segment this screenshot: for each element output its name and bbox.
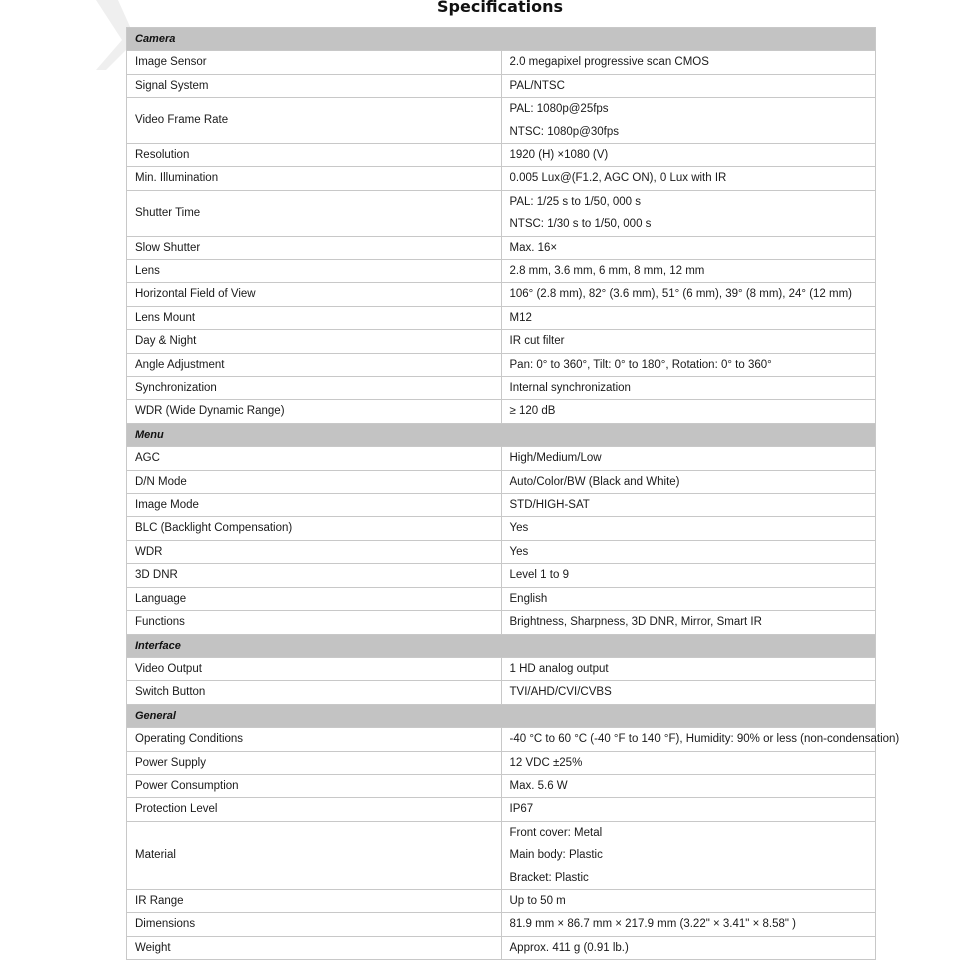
table-row [127,540,876,563]
spec-label: Material [127,821,502,889]
spec-value-line: PAL: 1080p@25fps [509,103,609,116]
table-row [127,236,876,259]
table-row [127,728,876,751]
spec-value [501,190,876,236]
spec-label: Weight [127,936,502,959]
spec-value: High/Medium/Low [501,447,876,470]
spec-label: Signal System [127,74,502,97]
spec-value: Yes [501,517,876,540]
table-row [127,51,876,74]
table-row [127,936,876,959]
spec-value: 12 VDC ±25% [501,751,876,774]
table-row [127,470,876,493]
spec-value-line: Bracket: Plastic [509,871,589,884]
specifications-table-body [127,28,900,960]
spec-value: -40 °C to 60 °C (-40 °F to 140 °F), Humidity: 90% or less (non-condensation) [501,728,876,751]
section-title: Menu [127,423,876,446]
spec-value-line: NTSC: 1/30 s to 1/50, 000 s [509,218,652,231]
spec-label: Angle Adjustment [127,353,502,376]
table-row [127,889,876,912]
spec-label: IR Range [127,889,502,912]
spec-value: 1920 (H) ×1080 (V) [501,144,876,167]
spec-value [501,98,876,144]
spec-value: Approx. 411 g (0.91 lb.) [501,936,876,959]
spec-label: D/N Mode [127,470,502,493]
spec-label: Power Supply [127,751,502,774]
table-row [127,167,876,190]
spec-label: AGC [127,447,502,470]
section-header-interface [127,634,876,657]
spec-label: Video Frame Rate [127,98,502,144]
spec-label: Power Consumption [127,774,502,797]
table-row [127,260,876,283]
table-row [127,517,876,540]
table-row [127,190,876,236]
spec-value: Pan: 0° to 360°, Tilt: 0° to 180°, Rotation: 0° to 360° [501,353,876,376]
specifications-table [126,27,900,960]
spec-label: Lens [127,260,502,283]
spec-label: Synchronization [127,377,502,400]
spec-value: Internal synchronization [501,377,876,400]
spec-value: 0.005 Lux@(F1.2, AGC ON), 0 Lux with IR [501,167,876,190]
spec-label: Lens Mount [127,306,502,329]
spec-value-line: Main body: Plastic [509,849,603,862]
section-title: General [127,704,876,727]
table-row [127,821,876,889]
spec-label: Language [127,587,502,610]
spec-value-line: NTSC: 1080p@30fps [509,125,619,138]
spec-value: Max. 16× [501,236,876,259]
spec-label: BLC (Backlight Compensation) [127,517,502,540]
table-row [127,353,876,376]
spec-value: PAL/NTSC [501,74,876,97]
spec-label: WDR (Wide Dynamic Range) [127,400,502,423]
spec-label: Operating Conditions [127,728,502,751]
spec-label: Shutter Time [127,190,502,236]
table-row [127,447,876,470]
spec-label: Horizontal Field of View [127,283,502,306]
spec-value: Max. 5.6 W [501,774,876,797]
spec-value: STD/HIGH-SAT [501,494,876,517]
spec-label: Day & Night [127,330,502,353]
section-header-general [127,704,876,727]
spec-value-line: PAL: 1/25 s to 1/50, 000 s [509,195,641,208]
spec-value: 81.9 mm × 86.7 mm × 217.9 mm (3.22" × 3.41" × 8.58" ) [501,913,876,936]
spec-label: Image Sensor [127,51,502,74]
spec-label: Image Mode [127,494,502,517]
spec-value: Up to 50 m [501,889,876,912]
spec-value: Yes [501,540,876,563]
spec-value: M12 [501,306,876,329]
section-title: Camera [127,28,876,51]
spec-label: WDR [127,540,502,563]
table-row [127,774,876,797]
table-row [127,306,876,329]
table-row [127,330,876,353]
spec-label: Dimensions [127,913,502,936]
page-title: Specifications [437,0,563,16]
spec-value: ≥ 120 dB [501,400,876,423]
spec-value: Brightness, Sharpness, 3D DNR, Mirror, Smart IR [501,611,876,634]
table-row [127,611,876,634]
spec-label: Slow Shutter [127,236,502,259]
table-row [127,798,876,821]
table-row [127,144,876,167]
spec-label: 3D DNR [127,564,502,587]
spec-label: Video Output [127,657,502,680]
spec-label: Switch Button [127,681,502,704]
table-row [127,657,876,680]
spec-value: 2.8 mm, 3.6 mm, 6 mm, 8 mm, 12 mm [501,260,876,283]
spec-label: Min. Illumination [127,167,502,190]
spec-value: 1 HD analog output [501,657,876,680]
table-row [127,564,876,587]
spec-value: 106° (2.8 mm), 82° (3.6 mm), 51° (6 mm), 39° (8 mm), 24° (12 mm) [501,283,876,306]
table-row [127,587,876,610]
spec-value-line: Front cover: Metal [509,826,603,839]
section-header-camera [127,28,876,51]
spec-label: Functions [127,611,502,634]
spec-value: Level 1 to 9 [501,564,876,587]
table-row [127,751,876,774]
section-title: Interface [127,634,876,657]
table-row [127,98,876,144]
table-row [127,494,876,517]
spec-value: TVI/AHD/CVI/CVBS [501,681,876,704]
section-header-menu [127,423,876,446]
spec-label: Resolution [127,144,502,167]
table-row [127,913,876,936]
table-row [127,681,876,704]
table-row [127,377,876,400]
table-row [127,74,876,97]
table-row [127,400,876,423]
spec-value [501,821,876,889]
spec-value: IR cut filter [501,330,876,353]
table-row [127,283,876,306]
spec-value: IP67 [501,798,876,821]
spec-value: Auto/Color/BW (Black and White) [501,470,876,493]
spec-value: English [501,587,876,610]
spec-label: Protection Level [127,798,502,821]
spec-value: 2.0 megapixel progressive scan CMOS [501,51,876,74]
